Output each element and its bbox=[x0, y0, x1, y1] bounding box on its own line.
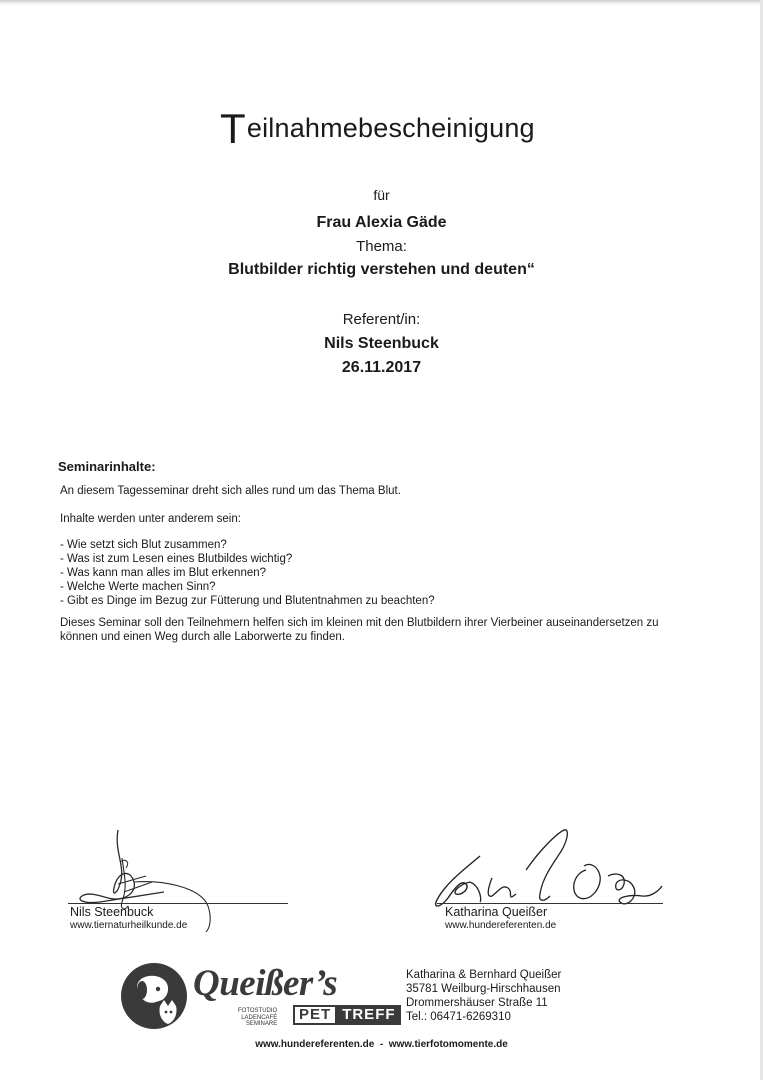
address-line: Katharina & Bernhard Queißer bbox=[406, 969, 562, 981]
closing-line-2: können und einen Weg durch alle Laborwerte zu finden. bbox=[60, 631, 345, 643]
address-line: Tel.: 06471-6269310 bbox=[406, 1011, 511, 1023]
subtitle-line: LADENCAFÉ bbox=[241, 1014, 278, 1021]
content-list bbox=[60, 538, 435, 608]
footer-address bbox=[406, 968, 561, 1024]
list-item: - Welche Werte machen Sinn? bbox=[60, 581, 216, 593]
list-item: - Gibt es Dinge im Bezug zur Fütterung und Blutentnahmen zu beachten? bbox=[60, 595, 435, 607]
document-title bbox=[220, 105, 535, 152]
closing-line-1: Dieses Seminar soll den Teilnehmern helfen sich im kleinen mit den Blutbildern ihrer Vierbeiner auseinandersetzen zu bbox=[60, 617, 659, 629]
pet-treff-badge bbox=[293, 1005, 401, 1025]
dog-cat-icon bbox=[120, 962, 188, 1030]
content-closing bbox=[60, 616, 700, 644]
scan-edge-top bbox=[0, 0, 763, 6]
title-initial: T bbox=[220, 105, 246, 152]
right-signer-name: Katharina Queißer bbox=[445, 905, 548, 919]
speaker-name: Nils Steenbuck bbox=[324, 335, 439, 352]
right-signature-line bbox=[437, 903, 663, 904]
brand-name: Queißer’s bbox=[193, 963, 338, 1004]
treff-label: TREFF bbox=[337, 1005, 400, 1025]
right-signer-website: www.hundereferenten.de bbox=[445, 920, 557, 931]
subtitle-line: FOTOSTUDIO bbox=[238, 1008, 278, 1014]
footer-websites: www.hundereferenten.de - www.tierfotomomente.de bbox=[255, 1039, 508, 1050]
seminar-date: 26.11.2017 bbox=[341, 359, 422, 376]
pet-label: PET bbox=[293, 1005, 337, 1025]
seminar-topic: Blutbilder richtig verstehen und deuten“ bbox=[228, 261, 535, 278]
title-rest: eilnahmebescheinigung bbox=[246, 113, 535, 143]
content-heading: Seminarinhalte: bbox=[58, 459, 156, 474]
content-intro: An diesem Tagesseminar dreht sich alles rund um das Thema Blut. bbox=[60, 485, 401, 497]
brand-subtitle bbox=[238, 1008, 277, 1028]
subtitle-line: SEMINARE bbox=[245, 1021, 278, 1027]
list-item: - Was kann man alles im Blut erkennen? bbox=[60, 567, 267, 579]
list-item: - Wie setzt sich Blut zusammen? bbox=[60, 539, 227, 551]
speaker-label: Referent/in: bbox=[342, 311, 421, 328]
topic-label: Thema: bbox=[356, 238, 407, 255]
for-label: für bbox=[373, 187, 390, 203]
queisser-logo bbox=[120, 960, 396, 1032]
address-line: Drommershäuser Straße 11 bbox=[406, 997, 548, 1009]
left-signature-line bbox=[68, 903, 288, 904]
address-line: 35781 Weilburg-Hirschhausen bbox=[406, 983, 561, 995]
left-signer-name: Nils Steenbuck bbox=[70, 905, 154, 919]
list-item: - Was ist zum Lesen eines Blutbildes wichtig? bbox=[60, 553, 293, 565]
participant-name: Frau Alexia Gäde bbox=[316, 214, 447, 231]
content-list-intro: Inhalte werden unter anderem sein: bbox=[60, 513, 241, 525]
left-signer-website: www.tiernaturheilkunde.de bbox=[70, 920, 188, 931]
